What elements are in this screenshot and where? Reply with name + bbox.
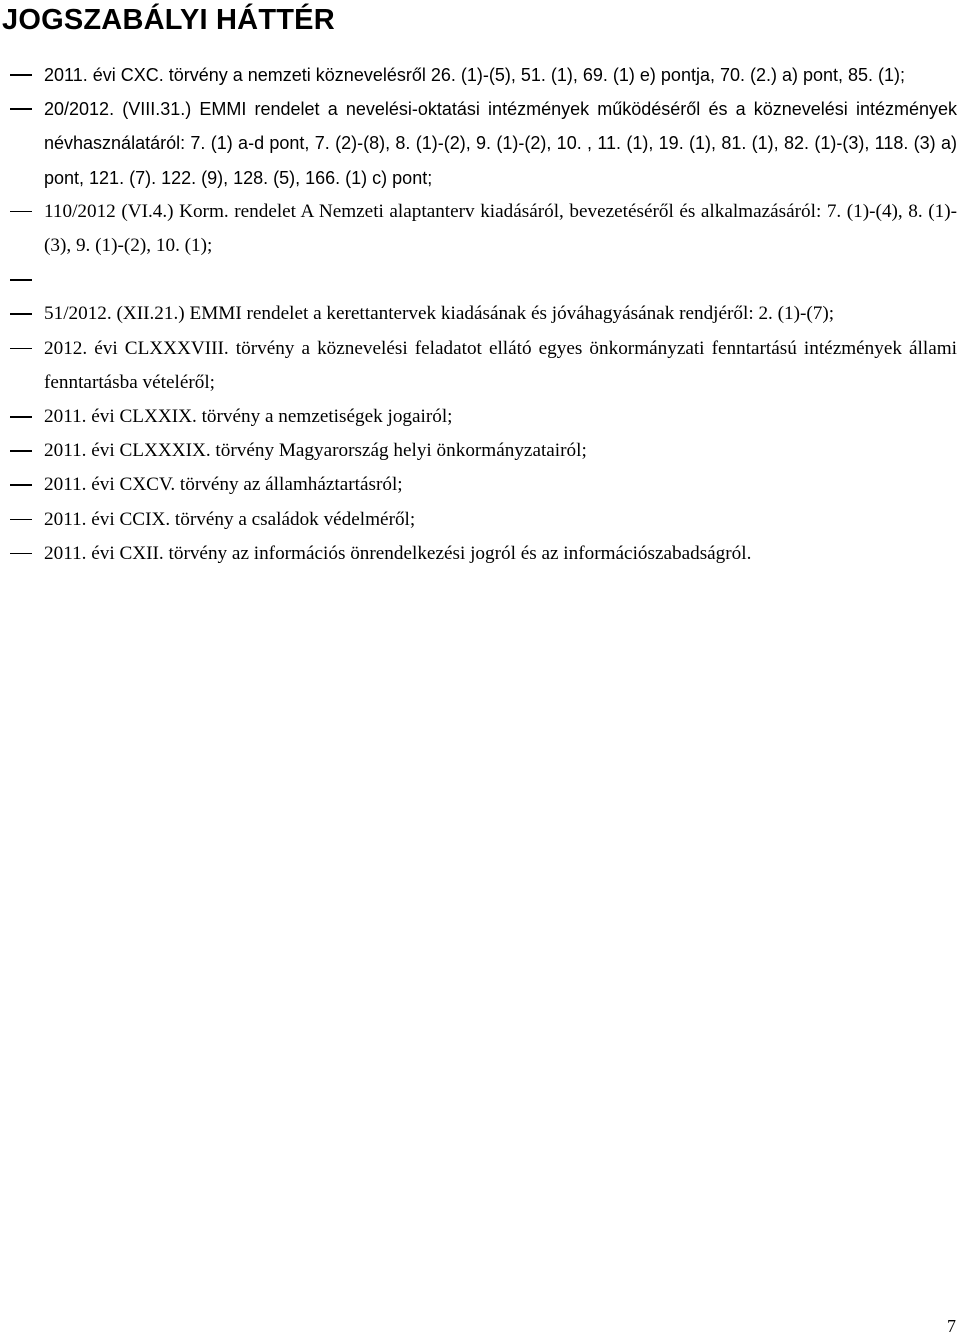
dash-bullet-icon: [10, 484, 32, 486]
dash-bullet-icon: [10, 348, 32, 350]
list-item-text: 2011. évi CXII. törvény az információs önrendelkezési jogról és az információszabadságról.: [44, 542, 752, 564]
list-item: [0, 195, 960, 263]
list-item-text: 20/2012. (VIII.31.) EMMI rendelet a nevelési-oktatási intézmények működéséről és a köznevelési intézmények névhasználatáról: 7. (1) a-d pont, 7. (2)-(8), 8. (1)-(2), 9. (1)-(2), 10. , 11. (1), 19. (1), 81. (1), 82. (1)-(3), 118. (3) a) pont, 121. (7). 122. (9), 128. (5), 166. (1) c) pont;: [44, 99, 957, 188]
dash-bullet-icon: [10, 211, 32, 213]
list-item: [0, 503, 960, 537]
page-title: JOGSZABÁLYI HÁTTÉR: [2, 4, 335, 36]
list-item: [0, 92, 960, 195]
dash-bullet-icon: [10, 74, 32, 76]
list-item-text: 2011. évi CLXXXIX. törvény Magyarország helyi önkormányzatairól;: [44, 440, 587, 462]
list-item: [0, 537, 960, 571]
list-item-text: 2011. évi CCIX. törvény a családok védelméről;: [44, 508, 416, 530]
list-item: [0, 58, 960, 92]
list-item: [0, 263, 960, 297]
list-item-text: 51/2012. (XII.21.) EMMI rendelet a kerettantervek kiadásának és jóváhagyásának rendjéről: 2. (1)-(7);: [44, 303, 835, 325]
list-item: [0, 332, 960, 400]
legal-background-list: [0, 58, 960, 571]
list-item: [0, 297, 960, 331]
page-number: 7: [947, 1316, 956, 1336]
dash-bullet-icon: [10, 279, 32, 281]
dash-bullet-icon: [10, 108, 32, 110]
dash-bullet-icon: [10, 450, 32, 452]
dash-bullet-icon: [10, 313, 32, 315]
list-item-text: 2011. évi CLXXIX. törvény a nemzetiségek jogairól;: [44, 406, 453, 428]
list-item-text: 2012. évi CLXXXVIII. törvény a köznevelési feladatot ellátó egyes önkormányzati fenntartású intézmények állami fenntartásba vételéről;: [44, 337, 957, 393]
list-item-text: 2011. évi CXCV. törvény az államháztartásról;: [44, 474, 403, 496]
dash-bullet-icon: [10, 553, 32, 555]
list-item: [0, 434, 960, 468]
list-item: [0, 400, 960, 434]
list-item-text: 2011. évi CXC. törvény a nemzeti köznevelésről 26. (1)-(5), 51. (1), 69. (1) e) pontja, 70. (2.) a) pont, 85. (1);: [44, 65, 906, 85]
list-item: [0, 468, 960, 502]
list-item-text: 110/2012 (VI.4.) Korm. rendelet A Nemzeti alaptanterv kiadásáról, bevezetéséről és alkalmazásáról: 7. (1)-(4), 8. (1)-(3), 9. (1)-(2), 10. (1);: [44, 200, 957, 257]
dash-bullet-icon: [10, 519, 32, 521]
dash-bullet-icon: [10, 416, 32, 418]
